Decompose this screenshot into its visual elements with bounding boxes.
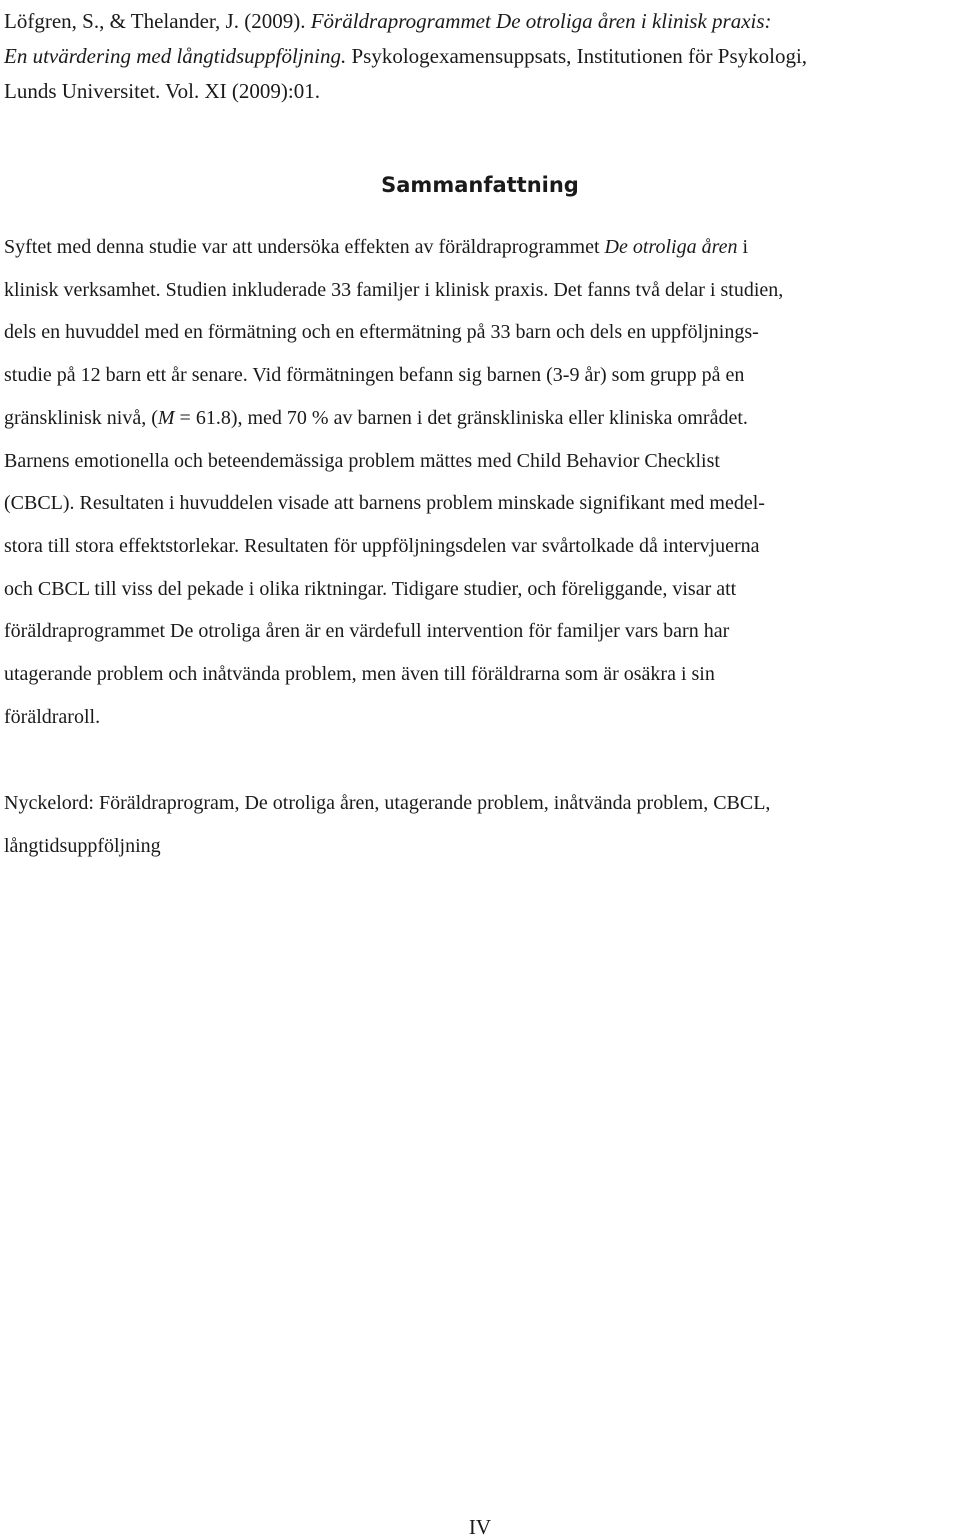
citation-institution: Psykologexamensuppsats, Institutionen för Psykologi, <box>346 44 808 68</box>
abstract-paragraph <box>4 226 959 738</box>
abstract-text: i <box>737 236 749 258</box>
keywords-line: långtidsuppföljning <box>4 834 161 857</box>
abstract-line: (CBCL). Resultaten i huvuddelen visade att barnens problem minskade signifikant med medel- <box>4 492 765 515</box>
abstract-line <box>4 397 959 440</box>
section-heading: Sammanfattning <box>381 173 579 197</box>
citation-title-part-2: En utvärdering med långtidsuppföljning. <box>4 44 347 68</box>
abstract-line: Barnens emotionella och beteendemässiga problem mättes med Child Behavior Checklist <box>4 449 720 472</box>
abstract-line: stora till stora effektstorlekar. Resultaten för uppföljningsdelen var svårtolkade då intervjuerna <box>4 534 760 557</box>
abstract-text: gränsklinisk nivå, ( <box>4 406 158 429</box>
abstract-line: och CBCL till viss del pekade i olika riktningar. Tidigare studier, och föreliggande, visar att <box>4 577 737 600</box>
citation-line-3: Lunds Universitet. Vol. XI (2009):01. <box>4 79 320 103</box>
citation-block <box>4 4 954 109</box>
citation-line-1 <box>4 4 954 39</box>
abstract-text: = 61.8), med 70 % av barnen i det gränskliniska eller kliniska området. <box>174 406 748 429</box>
abstract-text: Syftet med denna studie var att undersöka effekten av föräldraprogrammet <box>4 236 605 258</box>
abstract-line: studie på 12 barn ett år senare. Vid förmätningen befann sig barnen (3-9 år) som grupp på en <box>4 364 745 387</box>
abstract-line: klinisk verksamhet. Studien inkluderade 33 familjer i klinisk praxis. Det fanns två delar i studien, <box>4 278 784 301</box>
abstract-line: föräldraroll. <box>4 705 101 728</box>
citation-authors: Löfgren, S., & Thelander, J. (2009). <box>4 9 311 33</box>
program-title: De otroliga åren <box>604 236 738 258</box>
page-number: IV <box>468 1515 492 1539</box>
mean-symbol: M <box>157 406 175 429</box>
keywords-line: Nyckelord: Föräldraprogram, De otroliga åren, utagerande problem, inåtvända problem, CBCL, <box>4 792 771 814</box>
citation-line-2 <box>4 39 954 74</box>
abstract-line: utagerande problem och inåtvända problem, men även till föräldrarna som är osäkra i sin <box>4 663 715 686</box>
abstract-line: dels en huvuddel med en förmätning och en eftermätning på 33 barn och dels en uppföljnings- <box>4 321 759 344</box>
abstract-line <box>4 226 959 269</box>
abstract-line: föräldraprogrammet De otroliga åren är en värdefull intervention för familjer vars barn har <box>4 620 730 643</box>
citation-title-part-1: Föräldraprogrammet De otroliga åren i klinisk praxis: <box>310 9 772 33</box>
keywords-block <box>4 782 959 867</box>
